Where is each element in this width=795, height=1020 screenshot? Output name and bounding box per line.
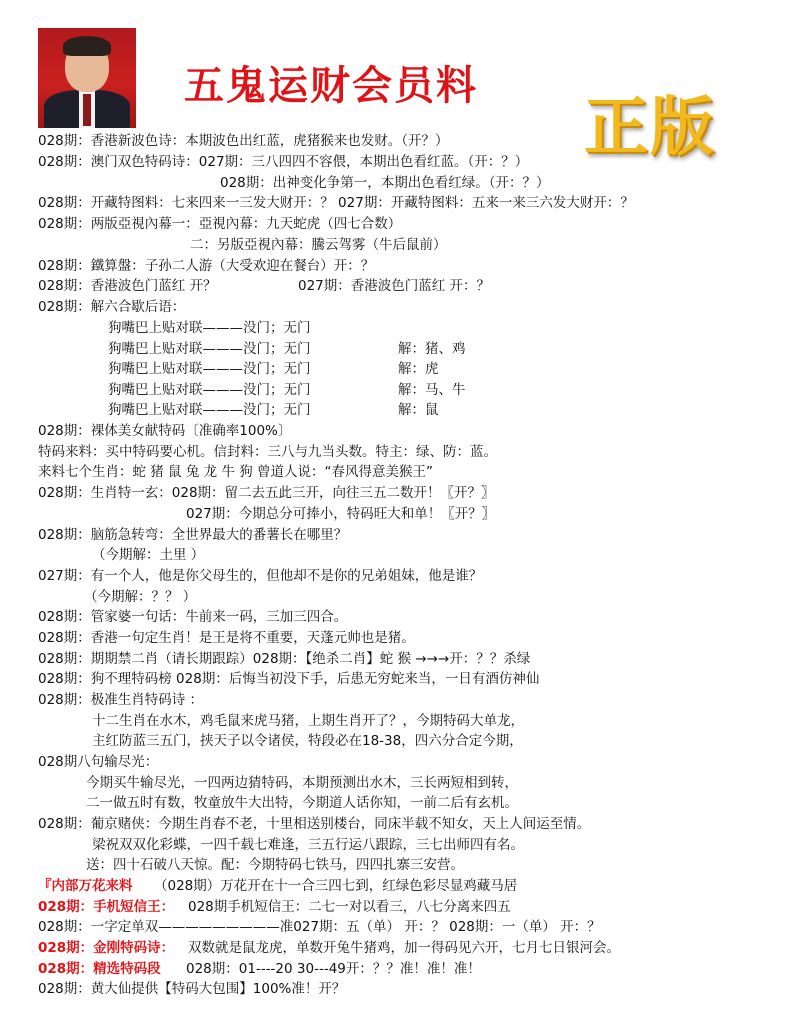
text-line: 028期：出神变化争第一，本期出色看红绿。（开：？） [220,175,550,191]
text-line: 028期：葡京赌侠：今期生肖春不老，十里相送别楼台，同床半载不知女，天上人间运至情。 [38,816,591,832]
text-line: 028期：脑筋急转弯：全世界最大的番薯长在哪里？ [38,527,348,543]
text-line: 028期手机短信王：二七一对以看三，八七分离来四五 [188,899,511,915]
portrait-hair [63,36,111,56]
text-line-highlight: 028期：金刚特码诗： [38,940,175,956]
text-line: 狗嘴巴上贴对联———没门；无门 [108,341,311,357]
text-line-highlight: 028期：精选特码段 [38,961,161,977]
text-line: 028期：黄大仙提供【特码大包围】100%准！开？ [38,981,346,997]
text-line: 二：另版亞視內幕：騰云驾雾（牛后鼠前） [190,237,447,253]
text-line: 狗嘴巴上贴对联———没门；无门 [108,402,311,418]
text-line: 主红防蓝三五门，挟天子以令诸侯，特段必在18-38，四六分合定今期， [92,733,523,749]
genuine-stamp: 正版 [584,91,716,165]
text-line: 028期：开藏特图料：七来四来一三发大财开：？ 027期：开藏特图料：五来一来三六发大财开：？ [38,195,634,211]
text-line: 028期：期期禁二肖（请长期跟踪）028期：【绝杀二肖】蛇 猴 →→→开：？？杀绿 [38,651,531,667]
text-line-highlight: 『内部万花来料 [38,878,133,894]
text-line: 028期：管家婆一句话：牛前来一码，三加三四合。 [38,609,348,625]
text-line: 028期：香港新波色诗：本期波色出红蓝，虎猪猴来也发财。（开？） [38,133,449,149]
portrait-tie [83,94,91,126]
text-line: 028期：香港波色门蓝红 开？ [38,278,217,294]
text-line: 送：四十石破八天惊。配：今期特码七铁马，四四扎寨三安营。 [86,857,464,873]
text-line: 十二生肖在水木，鸡毛鼠来虎马猪，上期生肖开了？，今期特码大单龙， [92,713,524,729]
portrait-photo [38,28,136,128]
text-line: 028期：香港一句定生肖！是王是将不重要，天蓬元帅也是猪。 [38,630,415,646]
text-line-highlight: 028期：手机短信王： [38,899,175,915]
text-line: 狗嘴巴上贴对联———没门；无门 [108,320,311,336]
text-line: 解：猪、鸡 [398,341,466,357]
text-line: 028期：裸体美女献特码〔准确率100%〕 [38,423,292,439]
text-line: 二一做五时有数，牧童放牛大出特，今期道人话你知，一前二后有玄机。 [86,795,518,811]
text-line: 027期：今期总分可捧小，特码旺大和单！〖开？〗 [186,506,496,522]
text-line: 来料七个生肖：蛇 猪 鼠 兔 龙 牛 狗 曾道人说：“春风得意美猴王” [38,464,434,480]
text-line: 狗嘴巴上贴对联———没门；无门 [108,361,311,377]
text-line: 028期：解六合歇后语： [38,299,186,315]
text-line: 027期：有一个人，他是你父母生的，但他却不是你的兄弟姐妹，他是谁？ [38,568,483,584]
text-line: 028期八句输尽光： [38,754,159,770]
text-line: （今期解：？？ ） [84,589,197,605]
text-line: 028期：澳门双色特码诗：027期：三八四四不容偎，本期出色看红蓝。（开：？） [38,154,529,170]
page-title: 五鬼运财会员料 [184,63,478,109]
text-line: 双数就是鼠龙虎，单数开兔牛猪鸡，加一得码见六开，七月七日银河会。 [188,940,620,956]
text-line: （028期）万花开在十一合三四七到，红绿色彩尽显鸡藏马居 [154,878,518,894]
text-line: 特码来料：买中特码要心机。信封料：三八与九当头数。特主：绿、防：蓝。 [38,444,497,460]
text-line: （今期解：土里 ） [92,547,205,563]
text-line: 027期：香港波色门蓝红 开：？ [298,278,491,294]
text-line: 028期：一字定单双—————————准027期：五（单） 开：？ 028期：一（单） 开：？ [38,919,601,935]
text-line: 028期：两版亞視內幕一：亞視內幕：九天蛇虎（四七合数） [38,216,402,232]
text-line: 028期：01----20 30---49开：？？准！准！准！ [186,961,481,977]
text-line: 梁祝双双化彩蝶，一四千载七难逢，三五行运八跟踪，三七出师四有名。 [92,837,524,853]
text-line: 今期买牛输尽光，一四两边猜特码，本期预测出水木，三长两短相到转， [86,775,518,791]
text-line: 解：马、牛 [398,382,466,398]
text-line: 狗嘴巴上贴对联———没门；无门 [108,382,311,398]
text-line: 028期：狗不理特码榜 028期：后悔当初没下手，后患无穷蛇来当，一日有酒仿神仙 [38,671,540,687]
text-line: 028期：极准生肖特码诗 ： [38,692,204,708]
text-line: 解：虎 [398,361,439,377]
text-line: 解：鼠 [398,402,439,418]
text-line: 028期：生肖特一玄：028期：留二去五此三开，向往三五二数开！〖开？〗 [38,485,495,501]
text-line: 028期：鐵算盤：子孙二人游（大受欢迎在餐台）开：？ [38,258,375,274]
